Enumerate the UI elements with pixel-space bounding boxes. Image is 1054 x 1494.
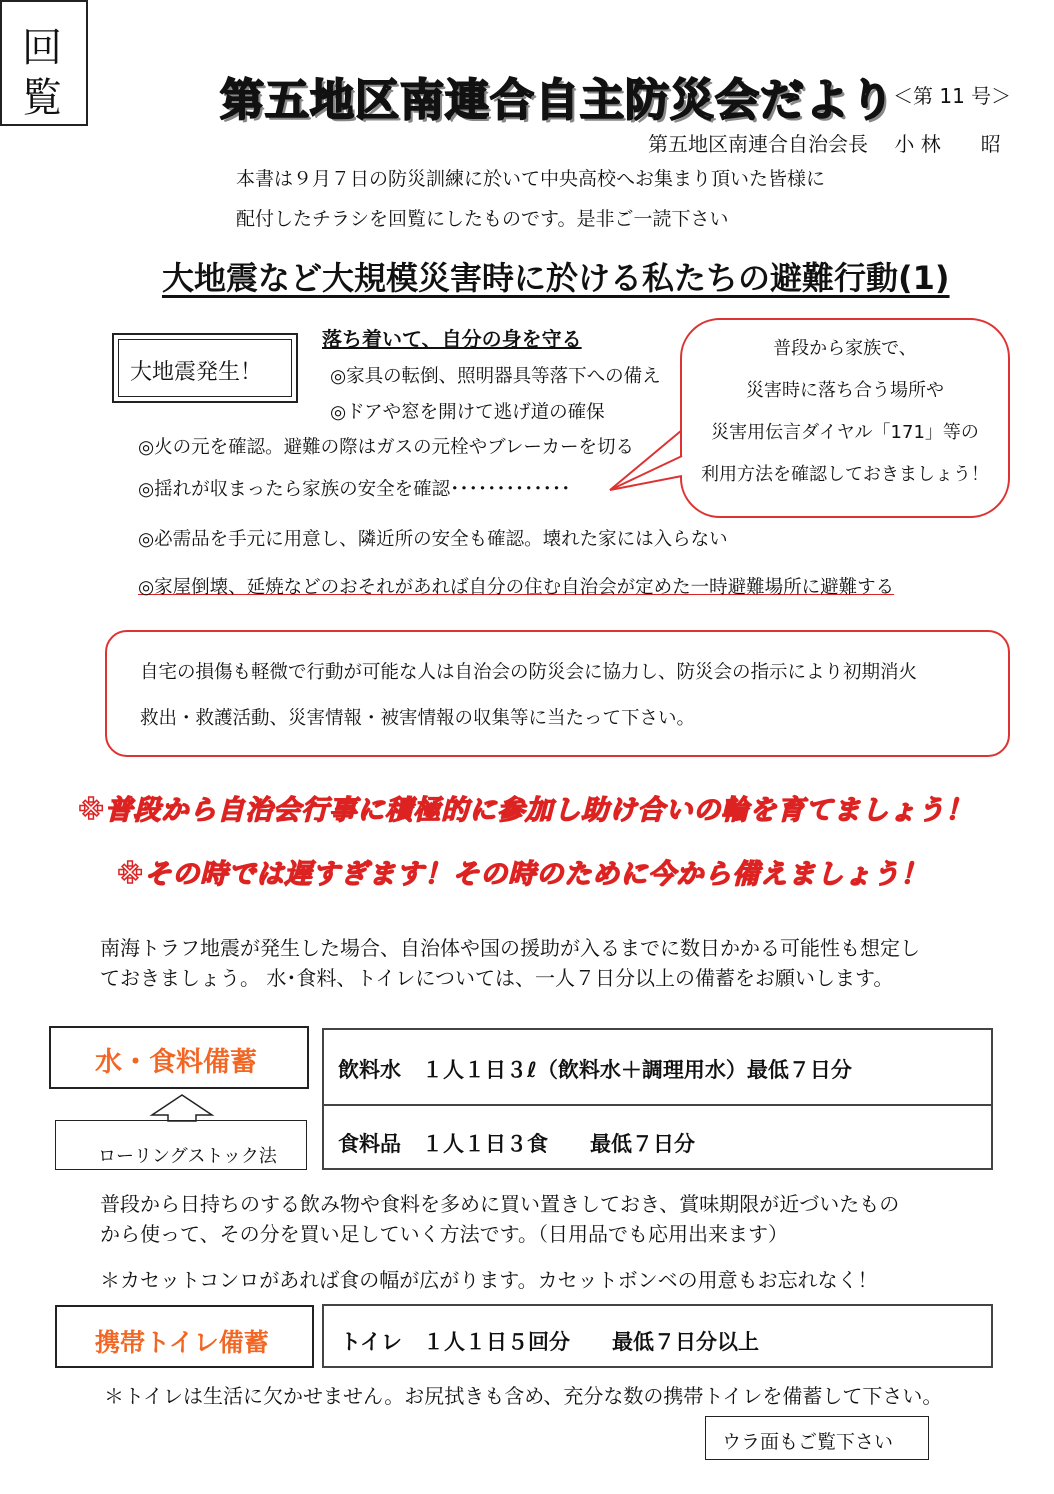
- action-item: ◎火の元を確認。避難の際はガスの元栓やブレーカーを切る: [138, 437, 635, 458]
- chairman-name: 第五地区南連合自治会長 小 林 昭: [648, 132, 1001, 156]
- notice-line: 自宅の損傷も軽微で行動が可能な人は自治会の防災会に協力し、防災会の指示により初期消火: [140, 662, 918, 683]
- water-row-text: 飲料水 １人１日３ℓ（飲料水＋調理用水）最低７日分: [338, 1058, 852, 1082]
- kairan-char: 覧: [22, 75, 62, 121]
- intro-line: 本書は９月７日の防災訓練に於いて中央高校へお集まり頂いた皆様に: [236, 168, 826, 190]
- rolling-desc-line: から使って、その分を買い足していく方法です。（日用品でも応用出来ます）: [100, 1222, 788, 1246]
- kairan-stamp: [0, 0, 88, 126]
- rolling-desc-line: 普段から日持ちのする飲み物や食料を多めに買い置きしておき、賞味期限が近づいたもの: [100, 1192, 900, 1216]
- newsletter-title: 第五地区南連合自主防災会だより: [220, 75, 895, 126]
- rolling-stock-box: [55, 1120, 307, 1170]
- bubble-line: 利用方法を確認しておきましょう！: [701, 464, 989, 485]
- section-heading: 大地震など大規模災害時に於ける私たちの避難行動(1): [162, 259, 950, 297]
- slogan: ※普段から自治会行事に積極的に参加し助け合いの輪を育てましょう！: [78, 795, 974, 826]
- action-item: ◎必需品を手元に用意し、隣近所の安全も確認。壊れた家には入らない: [138, 529, 728, 550]
- intro-line: 配付したチラシを回覧にしたものです。是非ご一読下さい: [236, 208, 729, 230]
- back-side-notice: ウラ面もご覧下さい: [722, 1431, 894, 1453]
- cooperation-notice: [105, 630, 1010, 757]
- water-food-label: 水・食料備蓄: [95, 1047, 257, 1078]
- toilet-label: 携帯トイレ備蓄: [95, 1328, 269, 1357]
- bubble-line: 災害用伝言ダイヤル「171」等の: [711, 422, 979, 443]
- toilet-row: [322, 1304, 993, 1368]
- earthquake-label: 大地震発生！: [130, 360, 263, 385]
- food-row: [322, 1104, 993, 1170]
- action-item: ◎揺れが収まったら家族の安全を確認･････････････: [138, 479, 571, 500]
- rolling-stock-label: ローリングストック法: [98, 1146, 277, 1167]
- kairan-char: 回: [22, 25, 62, 71]
- back-side-notice-box: [705, 1416, 929, 1460]
- speech-bubble: [680, 318, 1010, 518]
- water-food-label-box: [49, 1026, 309, 1089]
- action-item: ◎家屋倒壊、延焼などのおそれがあれば自分の住む自治会が定めた一時避難場所に避難する: [138, 577, 895, 598]
- food-row-text: 食料品 １人１日３食 最低７日分: [338, 1132, 695, 1156]
- bubble-tail-cover: [606, 454, 688, 494]
- earthquake-box: [112, 333, 298, 403]
- toilet-note: ＊トイレは生活に欠かせません。お尻拭きも含め、充分な数の携帯トイレを備蓄して下さい。: [104, 1384, 943, 1408]
- nankai-line: ておきましょう。 水･食料、トイレについては、一人７日分以上の備蓄をお願いします。: [100, 966, 894, 990]
- toilet-label-box: [55, 1305, 314, 1368]
- action-item: ◎家具の転倒、照明器具等落下への備え: [330, 366, 661, 387]
- bubble-line: 災害時に落ち合う場所や: [746, 380, 944, 401]
- up-arrow-icon: [148, 1093, 216, 1123]
- subheading: 落ち着いて、自分の身を守る: [322, 327, 582, 351]
- toilet-row-text: トイレ １人１日５回分 最低７日分以上: [340, 1330, 759, 1354]
- issue-number: ＜第 11 号＞: [893, 84, 1012, 108]
- action-item: ◎ドアや窓を開けて逃げ道の確保: [330, 402, 605, 423]
- nankai-line: 南海トラフ地震が発生した場合、自治体や国の援助が入るまでに数日かかる可能性も想定し: [100, 936, 920, 960]
- cassette-note: ＊カセットコンロがあれば食の幅が広がります。カセットボンベの用意もお忘れなく！: [100, 1268, 878, 1292]
- bubble-line: 普段から家族で、: [773, 338, 917, 359]
- water-row: [322, 1028, 993, 1106]
- notice-line: 救出・救護活動、災害情報・被害情報の収集等に当たって下さい。: [140, 708, 696, 729]
- slogan: ※その時では遅すぎます！その時のために今から備えましょう！: [117, 859, 929, 890]
